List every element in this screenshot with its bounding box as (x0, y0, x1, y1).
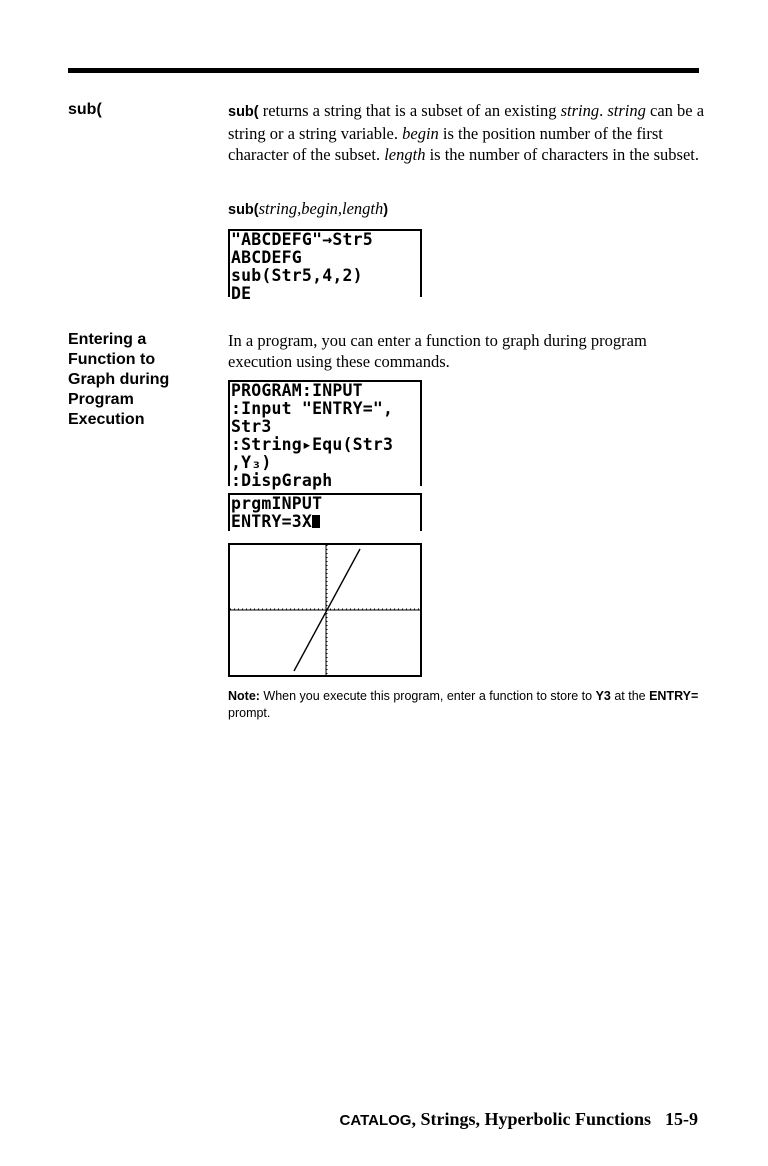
sub-keyword: sub( (228, 104, 259, 120)
graph-plot (230, 545, 420, 675)
screen-line: :String▸Equ(Str3 (231, 435, 394, 454)
top-rule (68, 68, 699, 73)
entering-description: In a program, you can enter a function to graph during program execution using these commands. (228, 331, 647, 371)
screen-line: Str3 (231, 417, 272, 436)
sub-description: sub( returns a string that is a subset of an existing string. string can be a string or a string variable. begin is the position number of the first character of the subset. length is the number of characters in the subset. (228, 101, 705, 164)
note-text: Note: When you execute this program, enter a function to store to Y3 at the ENTRY= prompt. (228, 689, 699, 720)
screen-line: ENTRY=3X (230, 513, 420, 531)
page-number: 15-9 (665, 1109, 698, 1129)
cursor-block-icon (312, 515, 320, 528)
screen-line: ABCDEFG (231, 248, 302, 267)
screen-line: prgmINPUT (231, 494, 323, 513)
program-screen (228, 380, 422, 490)
screen-line: PROGRAM:INPUT (231, 381, 363, 400)
sub-example-screen (228, 229, 422, 303)
graph-screen (228, 543, 422, 677)
screen-line: ,Y₃) (231, 453, 272, 472)
page-footer: CATALOG, Strings, Hyperbolic Functions 15-9 (339, 1109, 698, 1129)
screen-line: :DispGraph (231, 471, 333, 490)
sub-heading: sub( (68, 101, 102, 118)
screen-line: :Input "ENTRY=", (231, 399, 394, 418)
sub-syntax: sub(string,begin,length) (228, 199, 389, 218)
entering-heading: Entering a Function to Graph during Program Execution (68, 331, 170, 428)
screen-line: DE (231, 284, 252, 303)
screen-line: sub(Str5,4,2) (231, 266, 363, 285)
screen-line: "ABCDEFG"→Str5 (231, 230, 373, 249)
run-screen (228, 493, 422, 531)
